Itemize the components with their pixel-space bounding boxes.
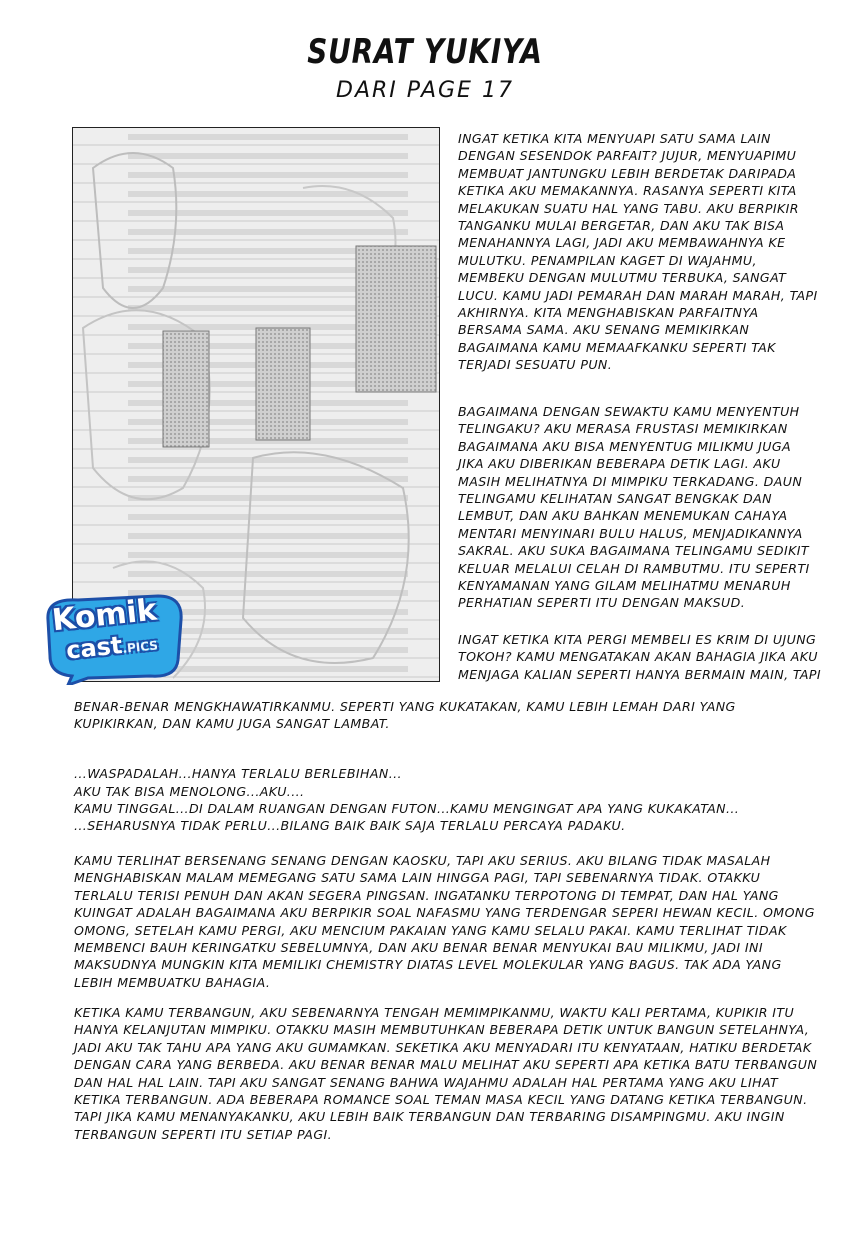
logo-text-cast: cast.PICS [64, 630, 159, 665]
letter-paragraph-8: KETIKA KAMU TERBANGUN, AKU SEBENARNYA TENGAH MEMIMPIKANMU, WAKTU KALI PERTAMA, KUPIKIR ITU HANYA KELANJUTAN MIMPIKU. OTAKKU MASIH MEMBUTUHKAN BEBERAPA DETIK UNTUK BANGUN SETELAHNYA, JADI AKU TAK TAHU APA YANG AKU GUMAMKAN. SEKETIKA AKU MENYADARI ITU KENYATAAN, HATIKU BERDETAK DENGAN CARA YANG BERBEDA. AKU BENAR BENAR MALU MELIHAT AKU SEPERTI APA KETIKA BATU TERBANGUN DAN HAL HAL LAIN. TAPI AKU SANGAT SENANG BAHWA WAJAHMU ADALAH HAL PERTAMA YANG AKU LIHAT KETIKA TERBANGUN. ADA BEBERAPA ROMANCE SOAL TEMAN MASA KECIL YANG DATANG KETIKA TERBANGUN. TAPI JIKA KAMU MENANYAKANKU, AKU LEBIH BAIK TERBANGUN DAN TERBARING DISAMPINGMU. AKU INGIN TERBANGUN SEPERTI ITU SETIAP PAGI. [74, 1005, 818, 1142]
letter-paragraph-6: ...SEHARUSNYA TIDAK PERLU...BILANG BAIK BAIK SAJA TERLALU PERCAYA PADAKU. [74, 818, 626, 833]
komikcast-logo [38, 590, 188, 685]
page-subtitle: DARI PAGE 17 [336, 78, 514, 103]
letter-paragraph-2: BAGAIMANA DENGAN SEWAKTU KAMU MENYENTUH TELINGAKU? AKU MERASA FRUSTASI MEMIKIRKAN BAGAIMANA AKU BISA MENYENTUG MILIKMU JUGA JIKA AKU DIBERIKAN BEBERAPA DETIK LAGI. AKU MASIH MELIHATNYA DI MIMPIKU TERKADANG. DAUN TELINGAMU KELIHATAN SANGAT BENGKAK DAN LEMBUT, DAN AKU BAHKAN MENEMUKAN CAHAYA MENTARI MENYINARI BULU HALUS, MENJADIKANNYA SAKRAL. AKU SUKA BAGAIMANA TELINGAMU SEDIKIT KELUAR MELALUI CELAH DI RAMBUTMU. ITU SEPERTI KENYAMANAN YANG GILAM MELIHATMU MENARUH PERHATIAN SEPERTI ITU DENGAN MAKSUD. [458, 404, 810, 611]
page-title: SURAT YUKIYA [307, 32, 543, 72]
letter-paragraph-3: INGAT KETIKA KITA PERGI MEMBELI ES KRIM DI UJUNG TOKOH? KAMU MENGATAKAN AKAN BAHAGIA JIKA AKU MENJAGA KALIAN SEPERTI HANYA BERMAIN MAIN, TAPI [458, 632, 821, 682]
letter-paragraph-4: BENAR-BENAR MENGKHAWATIRKANMU. SEPERTI YANG KUKATAKAN, KAMU LEBIH LEMAH DARI YANG KUPIKIRKAN, DAN KAMU JUGA SANGAT LAMBAT. [74, 699, 736, 732]
letter-paragraph-7: KAMU TERLIHAT BERSENANG SENANG DENGAN KAOSKU, TAPI AKU SERIUS. AKU BILANG TIDAK MASALAH MENGHABISKAN MALAM MEMEGANG SATU SAMA LAIN HINGGA PAGI, TAPI SEBENARNYA TIDAK. OTAKKU TERLALU TERISI PENUH DAN AKAN SEGERA PINGSAN. INGATANKU TERPOTONG DI TEMPAT, DAN HAL YANG KUINGAT ADALAH BAGAIMANA AKU BERPIKIR SOAL NAFASMU YANG TERDENGAR SEPERI HEWAN KECIL. OMONG OMONG, SETELAH KAMU PERGI, AKU MENCIUM PAKAIAN YANG KAMU SELALU PAKAI. KAMU TERLIHAT TIDAK MEMBENCI BAUH KERINGATKU SEBELUMNYA, DAN AKU BENAR BENAR MENYUKAI BAU MILIKMU, JADI INI MAKSUDNYA MUNGKIN KITA MEMILIKI CHEMISTRY DIATAS LEVEL MOLEKULAR YANG BAGUS. TAK ADA YANG LEBIH MEMBUATKU BAHAGIA. [74, 853, 815, 990]
letter-paragraph-5: ...WASPADALAH...HANYA TERLALU BERLEBIHAN... AKU TAK BISA MENOLONG...AKU.... KAMU TINGGAL...DI DALAM RUANGAN DENGAN FUTON...KAMU MENGINGAT APA YANG KUKAKATAN... [74, 766, 740, 817]
logo-text-komik: Komik [50, 592, 159, 639]
letter-paragraph-1: INGAT KETIKA KITA MENYUAPI SATU SAMA LAIN DENGAN SESENDOK PARFAIT? JUJUR, MENYUAPIMU MEMBUAT JANTUNGKU LEBIH BERDETAK DARIPADA KETIKA AKU MEMAKANNYA. RASANYA SEPERTI KITA MELAKUKAN SUATU HAL YANG TABU. AKU BERPIKIR TANGANKU MULAI BERGETAR, DAN AKU TAK BISA MENAHANNYA LAGI, JADI AKU MEMBAWAHNYA KE MULUTKU. PENAMPILAN KAGET DI WAJAHMU, MEMBEKU DENGAN MULUTMU TERBUKA, SANGAT LUCU. KAMU JADI PEMARAH DAN MARAH MARAH, TAPI AKHIRNYA. KITA MENGHABISKAN PARFAITNYA BERSAMA SAMA. AKU SENANG MEMIKIRKAN BAGAIMANA KAMU MEMAAFKANKU SEPERTI TAK TERJADI SESUATU PUN. [458, 131, 818, 373]
